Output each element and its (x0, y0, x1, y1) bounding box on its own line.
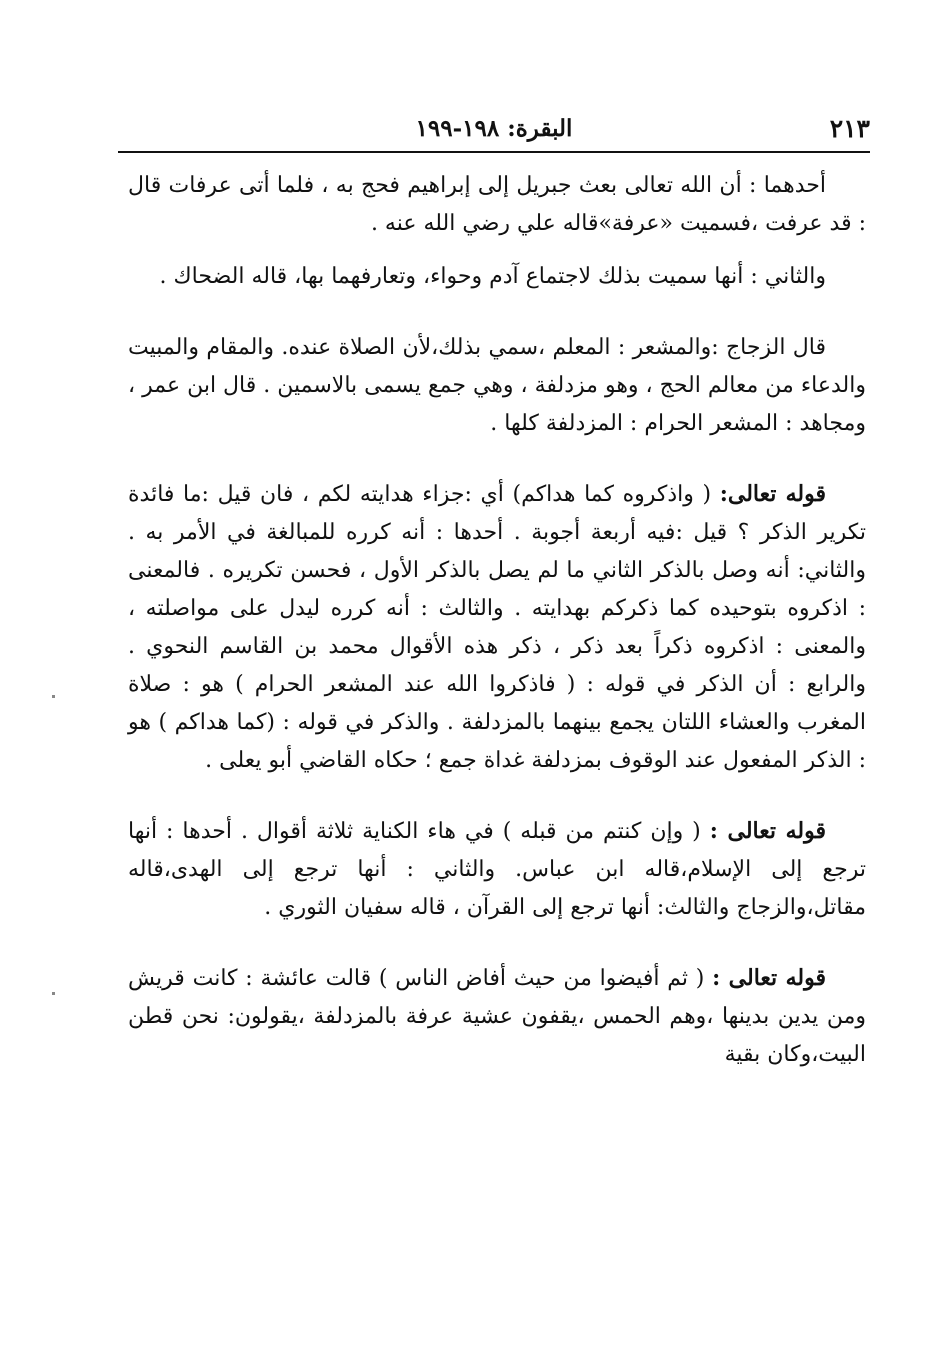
paragraph-text: قال الزجاج :والمشعر : المعلم ،سمي بذلك،لأن الصلاة عنده. والمقام والمبيت والدعاء من معالم الحج ، وهو مزدلفة ، وهي جمع يسمى بالاسمين . قال ابن عمر ، ومجاهد : المشعر الحرام : المزدلفة كلها . (128, 335, 866, 436)
page-number: ٢١٣ (829, 114, 870, 143)
paragraph-text: ( وإن كنتم من قبله ) في هاء الكناية ثلاثة أقوال . أحدها : أنها ترجع إلى الإسلام،قاله ابن عباس. والثاني : أنها ترجع إلى الهدى،قاله مقاتل،والزجاج والثالث: أنها ترجع إلى القرآن ، قاله سفيان الثوري . (128, 819, 866, 920)
margin-speck (52, 992, 55, 995)
paragraph-text: ( واذكروه كما هداكم) أي :جزاء هدايته لكم ، فان قيل :ما فائدة تكرير الذكر ؟ قيل :فيه أربعة أجوبة . أحدها : أنه كرره للمبالغة في الأمر به . والثاني: أنه وصل بالذكر الثاني ما لم يصل بالذكر الأول ، فحسن تكريره . فالمعنى : اذكروه بتوحيده كما ذكركم بهدايته . والثالث : أنه كرره ليدل على مواصلته ، والمعنى : اذكروه ذكراً بعد ذكر ، ذكر هذه الأقوال محمد بن القاسم النحوي . والرابع : أن الذكر في قوله : ( فاذكروا الله عند المشعر الحرام ) هو : صلاة المغرب والعشاء اللتان يجمع بينهما بالمزدلفة . والذكر في قوله : (كما هداكم ) هو : الذكر المفعول عند الوقوف بمزدلفة غداة جمع ؛ حكاه القاضي أبو يعلى . (128, 482, 866, 773)
paragraph-3 (128, 328, 866, 443)
running-title: البقرة: ١٩٨-١٩٩ (415, 115, 573, 142)
paragraph-6 (128, 959, 866, 1074)
margin-speck (52, 695, 55, 698)
paragraph-text: أحدهما : أن الله تعالى بعث جبريل إلى إبراهيم فحج به ، فلما أتى عرفات قال : قد عرفت ،فسميت «عرفة»قاله علي رضي الله عنه . (128, 173, 866, 236)
paragraph-4 (128, 475, 866, 780)
paragraph-1 (128, 166, 866, 243)
paragraph-lead: قوله تعالى: (719, 481, 827, 507)
page-header (118, 112, 870, 148)
paragraph-lead: قوله تعالى : (712, 965, 826, 991)
paragraph-5 (128, 812, 866, 927)
paragraph-lead: قوله تعالى : (709, 818, 826, 844)
paragraph-text: والثاني : أنها سميت بذلك لاجتماع آدم وحواء، وتعارفهما بها، قاله الضحاك . (159, 264, 826, 289)
paragraph-2 (128, 257, 866, 296)
paragraph-text: ( ثم أفيضوا من حيث أفاض الناس ) قالت عائشة : كانت قريش ومن يدين بدينها ،وهم الحمس ،يقفون عشية عرفة بالمزدلفة ،يقولون: نحن قطن البيت،وكان بقية (128, 966, 866, 1067)
header-rule (118, 151, 870, 153)
page-body (128, 166, 866, 1074)
